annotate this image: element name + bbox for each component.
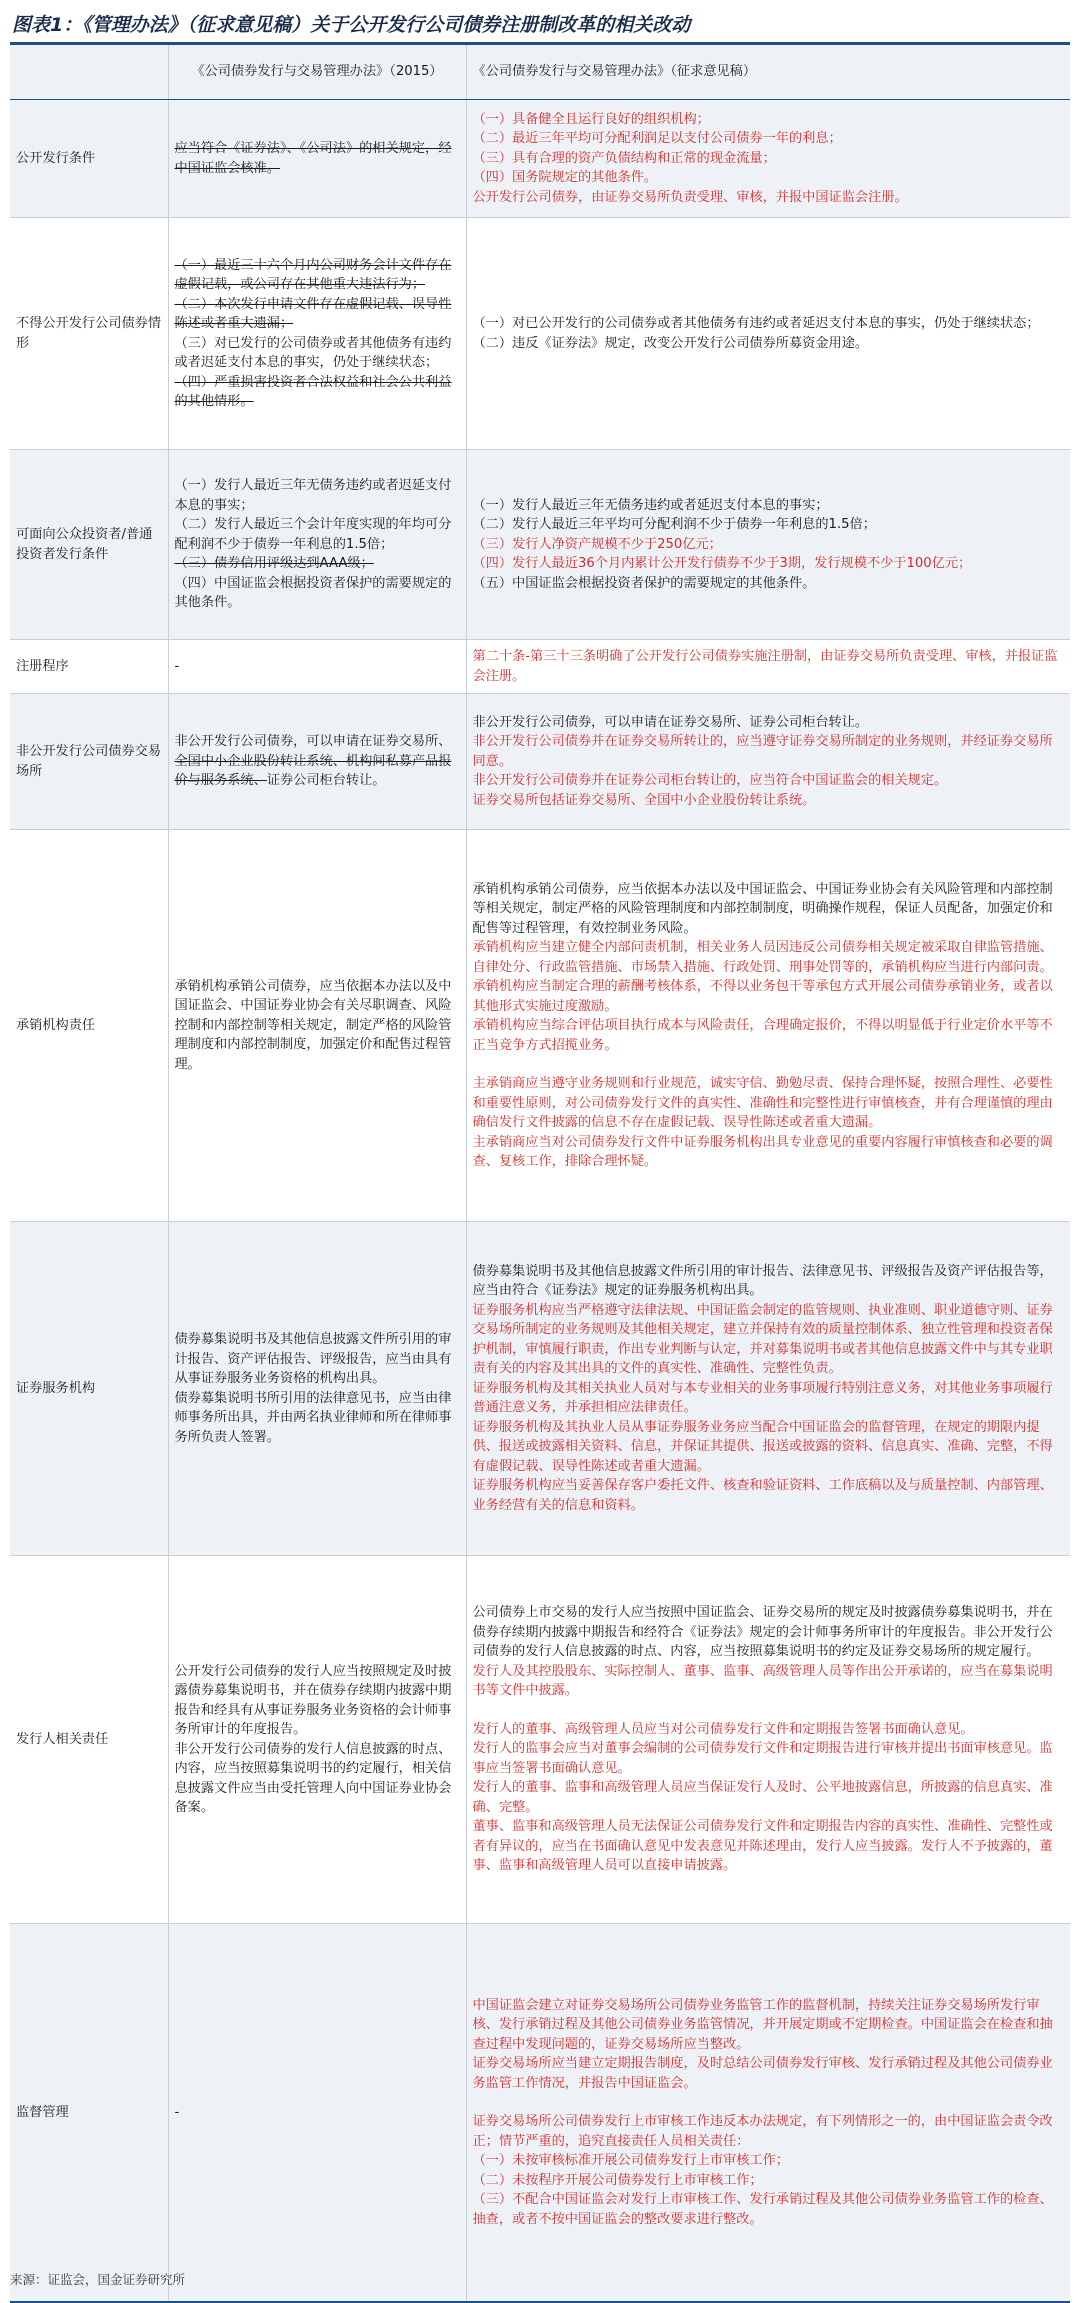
old-clause: （一）发行人最近三年无债务违约或者迟延支付本息的事实；: [174, 478, 452, 513]
paragraph-gap: [473, 1055, 1065, 1074]
table-row: [10, 1556, 1070, 1924]
new-rule-cell: [466, 218, 1070, 450]
deleted-clause: （四）严重损害投资者合法权益和社会公共利益的其他情形。: [174, 374, 452, 409]
added-clause: 发行人的董事、高级管理人员应当对公司债券发行文件和定期报告签署书面确认意见。: [472, 1721, 974, 1737]
row-label: 承销机构责任: [10, 830, 168, 1222]
added-clause: 第二十条-第三十三条明确了公开发行公司债券实施注册制，由证券交易所负责受理、审核，并报证监会注册。: [472, 649, 1058, 684]
retained-clause: （二）发行人最近三年平均可分配利润不少于债券一年利息的1.5倍；: [472, 517, 876, 533]
table-row: [10, 830, 1070, 1222]
added-clause: 承销机构应当综合评估项目执行成本与风险责任，合理确定报价，不得以明显低于行业定价水平等不正当竞争方式招揽业务。: [472, 1018, 1053, 1053]
header-new-col: 《公司债券发行与交易管理办法》（征求意见稿）: [466, 45, 1070, 100]
new-rule-cell: [466, 450, 1070, 640]
added-clause: 证券服务机构应当严格遵守法律法规、中国证监会制定的监管规则、执业准则、职业道德守则、证券交易场所制定的业务规则及其他相关规定，建立并保持有效的质量控制体系、独立性管理和投资者保护机制，审慎履行职责，作出专业判断与认定，并对募集说明书或者其他信息披露文件中与其专业职责有关的内容及其出具的文件的真实性、准确性、完整性负责。: [472, 1302, 1053, 1377]
added-clause: 证券服务机构及其相关执业人员对与本专业相关的业务事项履行特别注意义务，对其他业务事项履行普通注意义务，并承担相应法律责任。: [472, 1380, 1053, 1416]
new-rule-cell: [466, 694, 1070, 830]
added-clause: （二）未按程序开展公司债券发行上市审核工作；: [472, 2172, 763, 2188]
retained-clause: 承销机构承销公司债券，应当依据本办法以及中国证监会、中国证券业协会有关风险管理和内部控制等相关规定，制定严格的风险管理制度和内部控制制度，明确操作规程，保证人员配备，加强定价和配售等过程管理，有效控制业务风险。: [472, 881, 1053, 936]
table-row: [10, 1222, 1070, 1556]
table-header-row: [10, 45, 1070, 100]
old-clause: 债券募集说明书所引用的法律意见书，应当由律师事务所出具，并由两名执业律师和所在律师事务所负责人签署。: [174, 1390, 452, 1445]
table-row: [10, 100, 1070, 218]
row-label: 可面向公众投资者/普通投资者发行条件: [10, 450, 168, 640]
new-rule-cell: [466, 1924, 1070, 2302]
table-row: [10, 694, 1070, 830]
retained-clause: 非公开发行公司债券，可以申请在证券交易所、证券公司柜台转让。: [472, 714, 869, 730]
old-clause: -: [174, 2104, 180, 2120]
paragraph-gap: [473, 1701, 1065, 1720]
new-rule-cell: [466, 100, 1070, 218]
old-rule-cell: [168, 694, 466, 830]
added-clause: 证券服务机构及其执业人员从事证券服务业务应当配合中国证监会的监督管理，在规定的期限内提供、报送或披露相关资料、信息，并保证其提供、报送或披露的资料、信息真实、准确、完整，不得有虚假记载、误导性陈述或者重大遗漏。: [472, 1419, 1053, 1474]
added-clause: 证券交易场所公司债券发行上市审核工作违反本办法规定，有下列情形之一的，由中国证监会责令改正；情节严重的，追究直接责任人员相关责任：: [472, 2114, 1053, 2149]
added-clause: 发行人的董事、监事和高级管理人员应当保证发行人及时、公平地披露信息，所披露的信息真实、准确、完整。: [472, 1780, 1053, 1815]
table-row: [10, 1924, 1070, 2302]
added-clause: 证券交易场所应当建立定期报告制度，及时总结公司债券发行审核、发行承销过程及其他公司债券业务监管工作情况，并报告中国证监会。: [472, 2056, 1053, 2091]
retained-clause: （一）发行人最近三年无债务违约或者延迟支付本息的事实；: [472, 497, 829, 513]
added-clause: （三）发行人净资产规模不少于250亿元；: [472, 536, 722, 552]
deleted-clause: （二）本次发行申请文件存在虚假记载、误导性陈述或者重大遗漏；: [174, 296, 452, 331]
old-rule-cell: [168, 1556, 466, 1924]
row-label: 不得公开发行公司债券情形: [10, 218, 168, 450]
table-row: [10, 450, 1070, 640]
retained-clause: （五）中国证监会根据投资者保护的需要规定的其他条件。: [472, 575, 816, 591]
comparison-table: [10, 45, 1070, 2303]
old-rule-cell: [168, 1222, 466, 1556]
added-clause: 证券服务机构应当妥善保存客户委托文件、核查和验证资料、工作底稿以及与质量控制、内部管理、业务经营有关的信息和资料。: [472, 1478, 1053, 1513]
new-rule-cell: [466, 830, 1070, 1222]
old-rule-cell: [168, 640, 466, 694]
added-clause: 中国证监会建立对证券交易场所公司债券业务监管工作的监督机制，持续关注证券交易场所发行审核、发行承销过程及其他公司债券业务监管情况，并开展定期或不定期检查。中国证监会在检查和抽查过程中发现问题的，证券交易场所应当整改。: [472, 1997, 1053, 2052]
header-label-col: [10, 45, 168, 100]
added-clause: 主承销商应当对公司债券发行文件中证券服务机构出具专业意见的重要内容履行审慎核查和必要的调查、复核工作，排除合理怀疑。: [472, 1134, 1053, 1169]
old-rule-cell: [168, 218, 466, 450]
old-clause: （三）对已发行的公司债券或者其他债务有违约或者迟延支付本息的事实，仍处于继续状态；: [174, 335, 452, 370]
retained-clause: 债券募集说明书及其他信息披露文件所引用的审计报告、法律意见书、评级报告及资产评估报告等，应当由符合《证券法》规定的证券服务机构出具。: [472, 1263, 1053, 1299]
added-clause: （二）最近三年平均可分配利润足以支付公司债券一年的利息；: [472, 131, 842, 147]
old-clause: -: [174, 658, 180, 674]
added-clause: 承销机构应当制定合理的薪酬考核体系，不得以业务包干等承包方式开展公司债券承销业务，或者以其他形式实施过度激励。: [472, 979, 1053, 1014]
row-label: 证券服务机构: [10, 1222, 168, 1556]
added-clause: 公开发行公司债券，由证券交易所负责受理、审核，并报中国证监会注册。: [472, 189, 908, 205]
added-clause: 发行人及其控股股东、实际控制人、董事、监事、高级管理人员等作出公开承诺的，应当在募集说明书等文件中披露。: [472, 1663, 1053, 1699]
added-clause: （一）未按审核标准开展公司债券发行上市审核工作；: [472, 2153, 789, 2168]
added-clause: （一）具备健全且运行良好的组织机构；: [472, 111, 710, 127]
header-old-col: 《公司债券发行与交易管理办法》（2015）: [168, 45, 466, 100]
row-label: 公开发行条件: [10, 100, 168, 218]
added-clause: 主承销商应当遵守业务规则和行业规范，诚实守信、勤勉尽责、保持合理怀疑，按照合理性、必要性和重要性原则，对公司债券发行文件的真实性、准确性和完整性进行审慎核查，并有合理谨慎的理由确信发行文件披露的信息不存在虚假记载、误导性陈述或者重大遗漏。: [472, 1076, 1053, 1130]
added-clause: （四）发行人最近36个月内累计公开发行债券不少于3期，发行规模不少于100亿元；: [472, 556, 972, 572]
retained-clause: （二）违反《证券法》规定，改变公开发行公司债券所募资金用途。: [472, 335, 869, 351]
old-clause: 非公开发行公司债券，可以申请在证券交易所、全国中小企业股份转让系统、机构间私募产品报价与服务系统、证券公司柜台转让。: [174, 734, 452, 789]
added-clause: （四）国务院规定的其他条件。: [472, 170, 658, 186]
row-label: 发行人相关责任: [10, 1556, 168, 1924]
document: [10, 8, 1070, 2303]
new-rule-cell: [466, 1556, 1070, 1924]
table-row: [10, 218, 1070, 450]
source-note: 来源：证监会，国金证券研究所: [10, 2272, 186, 2287]
retained-clause: （一）对已公开发行的公司债券或者其他债务有违约或者延迟支付本息的事实，仍处于继续状态；: [472, 316, 1040, 331]
added-clause: 发行人的监事会应当对董事会编制的公司债券发行文件和定期报告进行审核并提出书面审核意见。监事应当签署书面确认意见。: [472, 1741, 1053, 1776]
added-clause: （三）不配合中国证监会对发行上市审核工作、发行承销过程及其他公司债券业务监管工作的检查、抽查，或者不按中国证监会的整改要求进行整改。: [472, 2192, 1053, 2227]
row-label: 非公开发行公司债券交易场所: [10, 694, 168, 830]
old-clause: 非公开发行公司债券的发行人信息披露的时点、内容，应当按照募集说明书的约定履行，相关信息披露文件应当由受托管理人向中国证券业协会备案。: [174, 1741, 452, 1815]
paragraph-gap: [473, 2093, 1065, 2112]
deleted-clause: （三）债券信用评级达到AAA级；: [174, 556, 374, 572]
old-rule-cell: [168, 100, 466, 218]
figure-title: 图表1：《管理办法》（征求意见稿）关于公开发行公司债券注册制改革的相关改动: [10, 8, 1070, 45]
added-clause: 非公开发行公司债券并在证券交易所转让的，应当遵守证券交易所制定的业务规则，并经证券交易所同意。: [472, 734, 1053, 769]
retained-clause: 公司债券上市交易的发行人应当按照中国证监会、证券交易所的规定及时披露债券募集说明书，并在债券存续期内披露中期报告和经符合《证券法》规定的会计师事务所审计的年度报告。非公开发行公司债券的发行人信息披露的时点、内容，应当按照募集说明书的约定及证券交易场所的规定履行。: [472, 1605, 1053, 1660]
added-clause: 承销机构应当建立健全内部问责机制，相关业务人员因违反公司债券相关规定被采取自律监管措施、自律处分、行政监管措施、市场禁入措施、行政处罚、刑事处罚等的，承销机构应当进行内部问责。: [472, 940, 1053, 975]
new-rule-cell: [466, 1222, 1070, 1556]
old-clause: 公开发行公司债券的发行人应当按照规定及时披露债券募集说明书，并在债券存续期内披露中期报告和经具有从事证券服务业务资格的会计师事务所审计的年度报告。: [174, 1663, 452, 1737]
old-rule-cell: [168, 830, 466, 1222]
old-rule-cell: [168, 1924, 466, 2302]
old-clause: （四）中国证监会根据投资者保护的需要规定的其他条件。: [174, 575, 452, 611]
old-clause: 债券募集说明书及其他信息披露文件所引用的审计报告、资产评估报告、评级报告，应当由具有从事证券服务业务资格的机构出具。: [174, 1332, 452, 1386]
new-rule-cell: [466, 640, 1070, 694]
added-clause: 非公开发行公司债券并在证券公司柜台转让的，应当符合中国证监会的相关规定。: [472, 773, 948, 789]
deleted-clause: （一）最近三十六个月内公司财务会计文件存在虚假记载，或公司存在其他重大违法行为；: [174, 257, 452, 292]
added-clause: 证券交易所包括证券交易所、全国中小企业股份转让系统。: [472, 792, 816, 808]
old-rule-cell: [168, 450, 466, 640]
deleted-clause: 应当符合《证券法》、《公司法》的相关规定，经中国证监会核准。: [174, 141, 452, 176]
old-clause: （二）发行人最近三个会计年度实现的年均可分配利润不少于债券一年利息的1.5倍；: [174, 517, 452, 552]
table-row: [10, 640, 1070, 694]
row-label: 监督管理: [10, 1924, 168, 2302]
added-clause: 董事、监事和高级管理人员无法保证公司债券发行文件和定期报告内容的真实性、准确性、完整性或者有异议的，应当在书面确认意见中发表意见并陈述理由，发行人应当披露。发行人不予披露的，董事、监事和高级管理人员可以直接申请披露。: [472, 1819, 1053, 1874]
old-clause: 承销机构承销公司债券，应当依据本办法以及中国证监会、中国证券业协会有关尽职调查、风险控制和内部控制等相关规定，制定严格的风险管理制度和内部控制制度，加强定价和配售过程管理。: [174, 978, 452, 1072]
row-label: 注册程序: [10, 640, 168, 694]
added-clause: （三）具有合理的资产负债结构和正常的现金流量；: [472, 150, 776, 166]
